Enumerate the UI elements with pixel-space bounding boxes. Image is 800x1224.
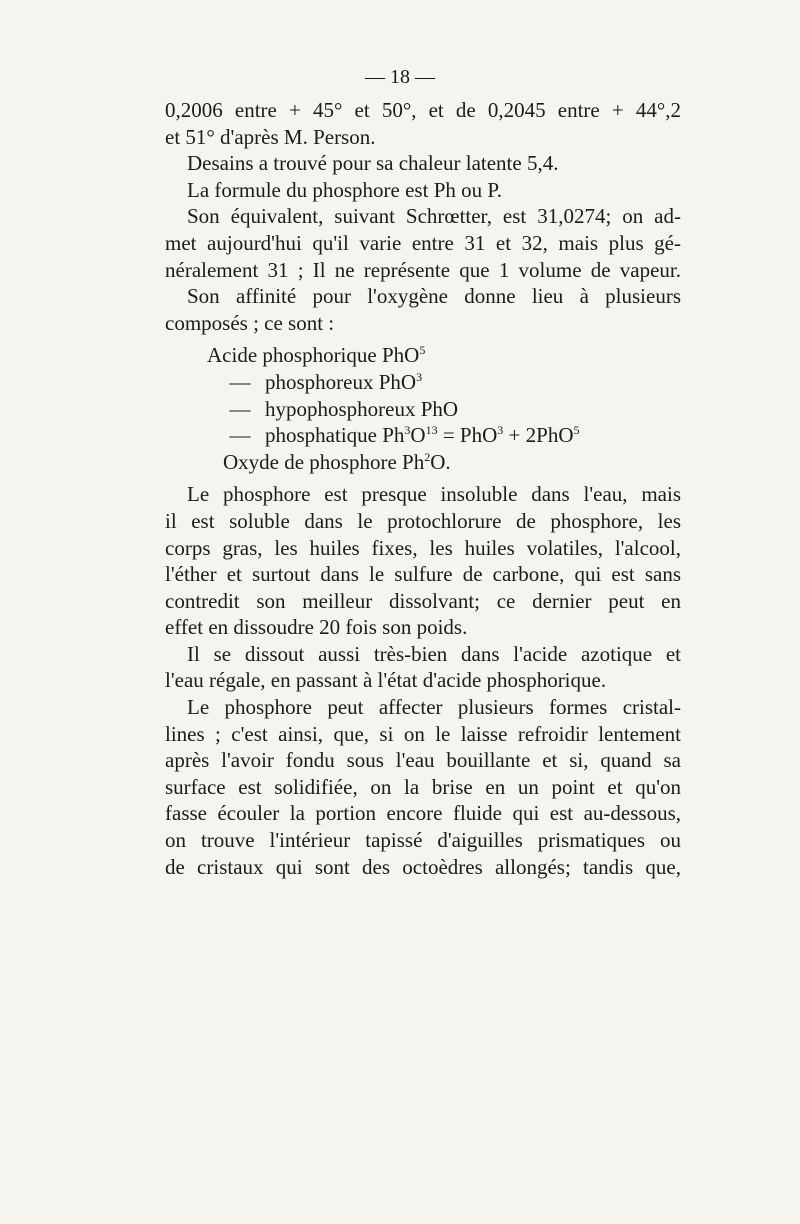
text-line: Le phosphore est presque insoluble dans l'eau, mais <box>187 482 681 507</box>
text-line: La formule du phosphore est Ph ou P. <box>187 177 502 202</box>
compound-item: Oxyde de phosphore Ph$^2$O. <box>223 449 451 474</box>
text-line: Son équivalent, suivant Schrœtter, est 31,0274; on ad- <box>187 204 681 229</box>
text-line: lines ; c'est ainsi, que, si on le laisse refroidir lentement <box>165 721 681 746</box>
text-line: contredit son meilleur dissolvant; ce dernier peut en <box>165 588 681 613</box>
text-line: il est soluble dans le protochlorure de phosphore, les <box>165 508 681 533</box>
text-line: surface est solidifiée, on la brise en un point et qu'on <box>165 774 681 799</box>
text-line: et 51° d'après M. Person. <box>165 124 376 149</box>
text-line: l'éther et surtout dans le sulfure de carbone, qui est sans <box>165 562 681 587</box>
compound-item: Acide phosphorique PhO$^5$ <box>207 343 426 368</box>
text-line: on trouve l'intérieur tapissé d'aiguilles prismatiques ou <box>165 828 681 853</box>
text-line: l'eau régale, en passant à l'état d'acide phosphorique. <box>165 668 607 693</box>
text-line: de cristaux qui sont des octoèdres allongés; tandis que, <box>165 854 681 879</box>
text-line: néralement 31 ; Il ne représente que 1 volume de vapeur. <box>165 257 681 282</box>
text-line: 0,2006 entre + 45° et 50°, et de 0,2045 entre + 44°,2 <box>165 98 681 122</box>
text-line: met aujourd'hui qu'il varie entre 31 et 32, mais plus gé- <box>165 230 681 255</box>
text-line: effet en dissoudre 20 fois son poids. <box>165 615 468 640</box>
body-text <box>165 97 681 880</box>
page-number: — 18 — <box>365 66 435 88</box>
text-line: fasse écouler la portion encore fluide qui est au-dessous, <box>165 801 681 826</box>
text-line: Son affinité pour l'oxygène donne lieu à plusieurs <box>187 284 681 309</box>
text-line: après l'avoir fondu sous l'eau bouillante et si, quand sa <box>165 748 681 773</box>
compound-item: — phosphatique $Ph^3O^{13} = PhO^3 + 2PhO^5$ <box>229 423 580 448</box>
text-line: corps gras, les huiles fixes, les huiles volatiles, l'alcool, <box>165 535 681 560</box>
compound-item: — hypophosphoreux PhO <box>229 396 459 421</box>
compound-item: — phosphoreux PhO$^3$ <box>229 369 423 394</box>
text-line: Il se dissout aussi très-bien dans l'acide azotique et <box>187 641 681 666</box>
text-line: Desains a trouvé pour sa chaleur latente 5,4. <box>187 151 559 176</box>
text-line: composés ; ce sont : <box>165 310 335 335</box>
text-line: Le phosphore peut affecter plusieurs formes cristal- <box>187 695 681 720</box>
